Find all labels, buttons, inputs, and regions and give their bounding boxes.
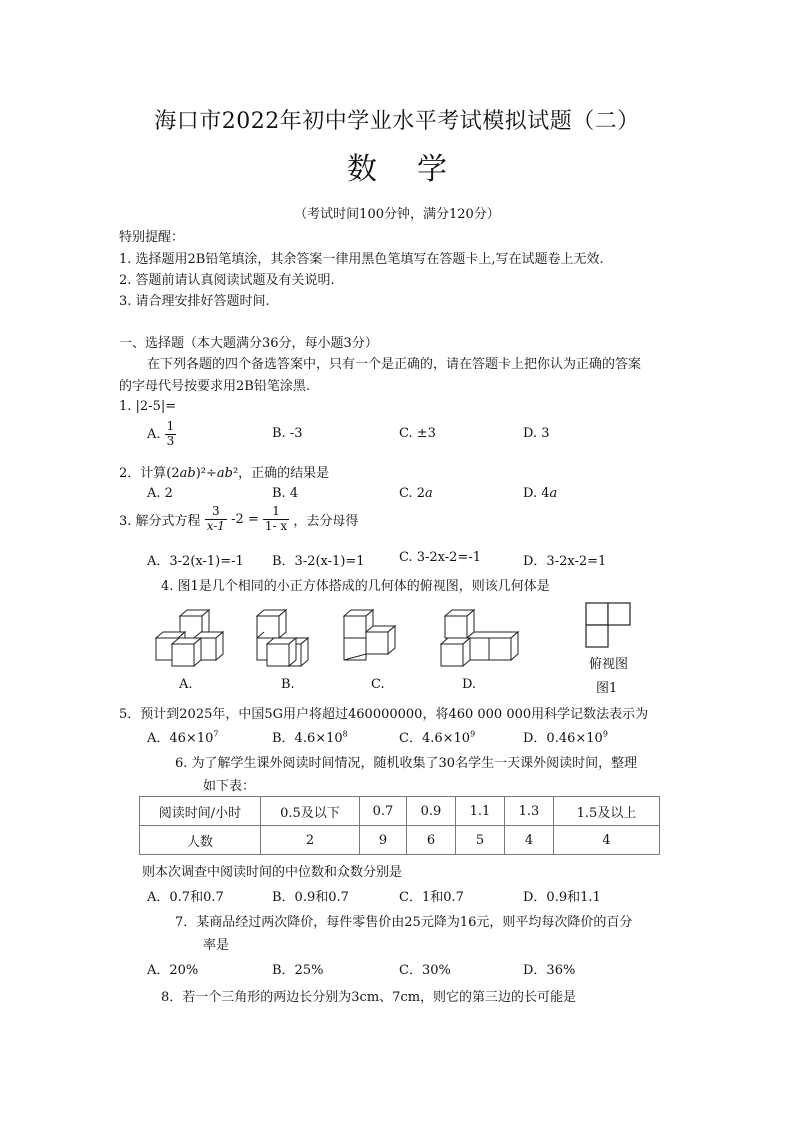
q5-option-a: A．$46\times 10^7$ bbox=[147, 729, 219, 746]
exam-title: 海口市2022年初中学业水平考试模拟试题（二） bbox=[154, 109, 640, 134]
table-cell: 5 bbox=[456, 826, 505, 855]
q4-topview-label: 俯视图 bbox=[589, 657, 629, 672]
table-cell: 阅读时间/小时 bbox=[140, 797, 261, 826]
q4-option-d-label: D. bbox=[462, 677, 477, 692]
table-cell: 1.5及以上 bbox=[554, 797, 660, 826]
q5-stem: 5．预计到2025年，中国5G用户将超过460000000，将460 000 000用科学记数法表示为 bbox=[119, 707, 649, 722]
q4-figure-b bbox=[253, 604, 313, 668]
section1-instruction-1: 在下列各题的四个备选答案中，只有一个是正确的，请在答题卡上把你认为正确的答案 bbox=[147, 357, 642, 372]
q8-stem: 8．若一个三角形的两边长分别为3cm、7cm，则它的第三边的长可能是 bbox=[161, 990, 577, 1005]
time-info: （考试时间100分钟，满分120分） bbox=[294, 207, 500, 222]
q6-option-b: B．0.9和0.7 bbox=[272, 890, 349, 905]
q4-stem: 4. 图1是几个相同的小正方体搭成的几何体的俯视图，则该几何体是 bbox=[161, 579, 550, 594]
notice-heading: 特别提醒： bbox=[119, 230, 185, 245]
q2-option-b: B. 4 bbox=[272, 486, 299, 501]
q1-stem: 1. |2-5|= bbox=[119, 399, 177, 414]
q7-stem-line2: 率是 bbox=[203, 938, 230, 953]
table-cell: 人数 bbox=[140, 826, 261, 855]
section1-instruction-2: 的字母代号按要求用2B铅笔涂黑. bbox=[119, 379, 310, 394]
q3-stem: 3. 解分式方程 $\frac{3}{x-1}$ -2 = $\frac{1}{1- x}$ ，去分母得 bbox=[119, 504, 359, 533]
q3-option-c: C. 3-2x-2=-1 bbox=[399, 550, 482, 565]
table-cell: 1.3 bbox=[505, 797, 554, 826]
notice-item-1: 1. 选择题用2B铅笔填涂，其余答案一律用黑色笔填写在答题卡上,写在试题卷上无效. bbox=[119, 252, 604, 267]
q5-option-c: C．$4.6\times 10^9$ bbox=[399, 729, 476, 746]
table-cell: 0.7 bbox=[360, 797, 407, 826]
q3-fraction-1: $\frac{3}{x-1}$ bbox=[206, 504, 225, 533]
q7-stem-line1: 7．某商品经过两次降价，每件零售价由25元降为16元，则平均每次降价的百分 bbox=[175, 915, 633, 930]
table-cell: 0.9 bbox=[407, 797, 456, 826]
q4-figure-d bbox=[437, 604, 523, 668]
q6-reading-time-table bbox=[139, 796, 660, 855]
q6-option-c: C．1和0.7 bbox=[399, 890, 464, 905]
q4-topview-figure bbox=[585, 602, 631, 648]
section1-heading: 一、选择题（本大题满分36分，每小题3分） bbox=[119, 336, 378, 351]
q1-option-d: D. 3 bbox=[523, 426, 550, 441]
q5-option-b: B．$4.6\times 10^8$ bbox=[272, 729, 348, 746]
q4-figure-label: 图1 bbox=[596, 681, 618, 696]
q2-option-c: C. 2a bbox=[399, 486, 433, 501]
table-cell: 1.1 bbox=[456, 797, 505, 826]
q3-fraction-2: $\frac{1}{1- x}$ bbox=[264, 504, 288, 533]
q4-option-b-label: B. bbox=[281, 677, 295, 692]
q7-option-a: A．20% bbox=[147, 963, 199, 978]
table-cell: 6 bbox=[407, 826, 456, 855]
q6-option-a: A．0.7和0.7 bbox=[147, 890, 224, 905]
table-row bbox=[140, 826, 660, 855]
q1-option-c: C. ±3 bbox=[399, 426, 436, 441]
q6-question: 则本次调查中阅读时间的中位数和众数分别是 bbox=[142, 865, 403, 880]
table-cell: 0.5及以下 bbox=[261, 797, 360, 826]
q3-option-b: B．3-2(x-1)=1 bbox=[272, 554, 365, 569]
q4-option-c-label: C. bbox=[371, 677, 385, 692]
table-cell: 2 bbox=[261, 826, 360, 855]
q2-stem: 2．计算(2ab)²÷ab²，正确的结果是 bbox=[119, 466, 330, 481]
q7-option-b: B．25% bbox=[272, 963, 324, 978]
notice-item-3: 3. 请合理安排好答题时间. bbox=[119, 294, 270, 309]
q1-option-b: B. -3 bbox=[272, 426, 303, 441]
q3-option-a: A．3-2(x-1)=-1 bbox=[147, 554, 244, 569]
q6-stem-line1: 6. 为了解学生课外阅读时间情况，随机收集了30名学生一天课外阅读时间，整理 bbox=[175, 756, 638, 771]
subject-title: 数学 bbox=[347, 152, 487, 187]
table-cell: 9 bbox=[360, 826, 407, 855]
q1-fraction: $\frac{1}{3}$ bbox=[166, 419, 175, 448]
q3-option-d: D．3-2x-2=1 bbox=[523, 554, 607, 569]
notice-item-2: 2. 答题前请认真阅读试题及有关说明. bbox=[119, 273, 335, 288]
q2-option-d: D. 4a bbox=[523, 486, 558, 501]
q2-option-a: A. 2 bbox=[147, 486, 173, 501]
q7-option-d: D．36% bbox=[523, 963, 576, 978]
table-cell: 4 bbox=[554, 826, 660, 855]
q4-figure-c bbox=[340, 604, 400, 668]
table-row bbox=[140, 797, 660, 826]
q4-figure-a bbox=[150, 604, 230, 668]
q7-option-c: C．30% bbox=[399, 963, 451, 978]
q1-option-a: A. $\frac{1}{3}$ bbox=[147, 419, 175, 448]
table-cell: 4 bbox=[505, 826, 554, 855]
q5-option-d: D．$0.46\times 10^9$ bbox=[523, 729, 608, 746]
q6-option-d: D．0.9和1.1 bbox=[523, 890, 601, 905]
q4-option-a-label: A. bbox=[179, 677, 193, 692]
q6-stem-line2: 如下表： bbox=[203, 779, 256, 794]
